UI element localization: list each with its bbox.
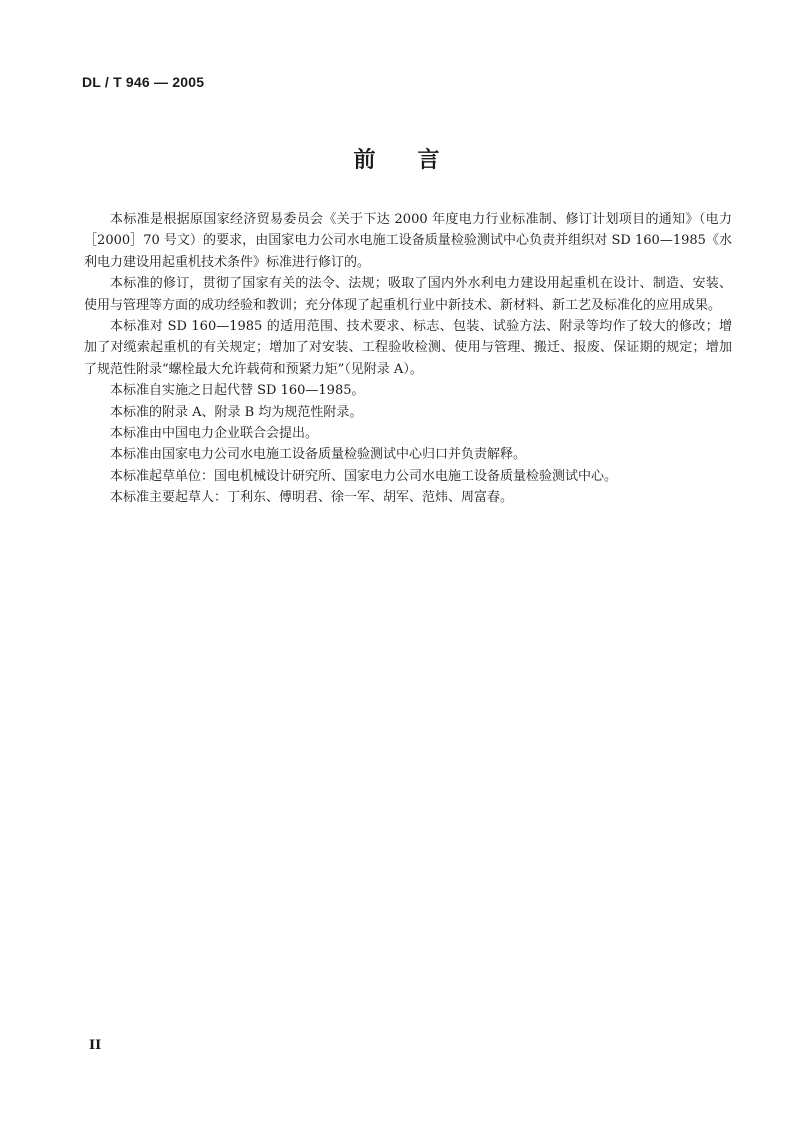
- paragraph: 本标准是根据原国家经济贸易委员会《关于下达 2000 年度电力行业标准制、修订计划项目的通知》（电力［2000］70 号文）的要求，由国家电力公司水电施工设备质量检验测试中心负责并组织对 SD 160—1985《水利电力建设用起重机技术条件》标准进行修订的。: [84, 212, 732, 270]
- page-title: 前言: [353, 148, 482, 173]
- document-code: DL / T 946 — 2005: [82, 74, 205, 90]
- paragraph: 本标准的附录 A、附录 B 均为规范性附录。: [110, 404, 363, 420]
- foreword-body: [84, 209, 732, 509]
- page-number: II: [89, 1038, 102, 1053]
- paragraph: 本标准对 SD 160—1985 的适用范围、技术要求、标志、包装、试验方法、附录等均作了较大的修改；增加了对缆索起重机的有关规定；增加了对安装、工程验收检测、使用与管理、搬迁、报废、保证期的规定；增加了规范性附录“螺栓最大允许载荷和预紧力矩”（见附录 A）。: [84, 319, 732, 377]
- paragraph: 本标准自实施之日起代替 SD 160—1985。: [110, 383, 365, 399]
- paragraph: 本标准的修订，贯彻了国家有关的法令、法规；吸取了国内外水利电力建设用起重机在设计、制造、安装、使用与管理等方面的成功经验和教训；充分体现了起重机行业中新技术、新材料、新工艺及标准化的应用成果。: [84, 276, 732, 313]
- paragraph: 本标准由中国电力企业联合会提出。: [110, 426, 319, 442]
- paragraph: 本标准由国家电力公司水电施工设备质量检验测试中心归口并负责解释。: [110, 447, 527, 463]
- paragraph: 本标准起草单位：国电机械设计研究所、国家电力公司水电施工设备质量检验测试中心。: [110, 468, 618, 484]
- paragraph: 本标准主要起草人：丁利东、傅明君、徐一军、胡军、范炜、周富春。: [110, 490, 514, 506]
